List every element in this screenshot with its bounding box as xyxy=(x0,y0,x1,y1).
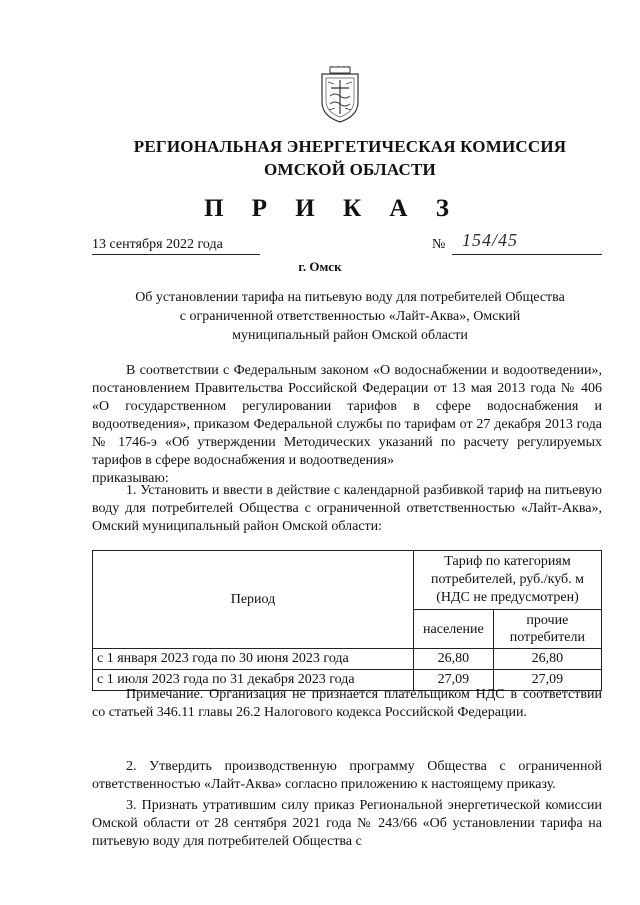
row-other-value: 26,80 xyxy=(493,649,601,670)
organization-name-line1: РЕГИОНАЛЬНАЯ ЭНЕРГЕТИЧЕСКАЯ КОМИССИЯ xyxy=(133,137,567,156)
omsk-coat-of-arms-icon xyxy=(316,66,364,124)
row-population-value: 27,09 xyxy=(414,670,494,691)
document-type-title: П Р И К А З xyxy=(204,195,460,222)
subject-line: с ограниченной ответственностью «Лайт-Аква», Омский xyxy=(179,309,521,324)
header-other: прочие потребители xyxy=(493,610,601,649)
order-word: приказываю: xyxy=(92,471,169,486)
item-2-paragraph: 2. Утвердить производственную программу Общества с ограниченной ответственностью «Лайт-Аква» согласно приложению к настоящему приказу. xyxy=(92,759,602,792)
city-label: г. Омск xyxy=(298,259,342,274)
number-label: № xyxy=(432,237,446,252)
table-row xyxy=(93,649,602,670)
preamble-block xyxy=(92,362,602,488)
header-period: Период xyxy=(93,551,414,649)
note-paragraph: Примечание. Организация не признается плательщиком НДС в соответствии со статьей 346.11 главы 26.2 Налогового кодекса Российской Федерации. xyxy=(92,687,602,720)
row-population-value: 26,80 xyxy=(414,649,494,670)
item-1-paragraph: 1. Установить и ввести в действие с календарной разбивкой тариф на питьевую воду для потребителей Общества с ограниченной ответственностью «Лайт-Аква», Омский муниципальный район Омской области: xyxy=(92,483,602,534)
tariff-table xyxy=(92,550,602,691)
row-period: с 1 января 2023 года по 30 июня 2023 года xyxy=(93,649,414,670)
handwritten-number: 154/45 xyxy=(462,230,519,250)
document-date: 13 сентября 2022 года xyxy=(92,237,260,255)
document-subject xyxy=(90,288,610,345)
preamble-paragraph: В соответствии с Федеральным законом «О водоснабжении и водоотведении», постановлением Правительства Российской Федерации от 13 мая 2013 года № 406 «О государственном регулировании тарифов в сфере водоснабжения и водоотведения», приказом Федеральной службы по тарифам от 27 декабря 2013 года № 1746-э «Об утверждении Методических указаний по расчету регулируемых тарифов в сфере водоснабжения и водоотведения» xyxy=(92,363,602,468)
organization-name-line2: ОМСКОЙ ОБЛАСТИ xyxy=(264,160,436,179)
subject-line: Об установлении тарифа на питьевую воду для потребителей Общества xyxy=(135,290,565,305)
header-population: население xyxy=(414,610,494,649)
header-tariff: Тариф по категориям потребителей, руб./куб. м (НДС не предусмотрен) xyxy=(414,551,602,610)
item-3-paragraph: 3. Признать утратившим силу приказ Региональной энергетической комиссии Омской области от 28 сентября 2021 года № 243/66 «Об установлении тарифа на питьевую воду для потребителей Общества с xyxy=(92,798,602,849)
row-other-value: 27,09 xyxy=(493,670,601,691)
row-period: с 1 июля 2023 года по 31 декабря 2023 года xyxy=(93,670,414,691)
subject-line: муниципальный район Омской области xyxy=(232,328,468,343)
